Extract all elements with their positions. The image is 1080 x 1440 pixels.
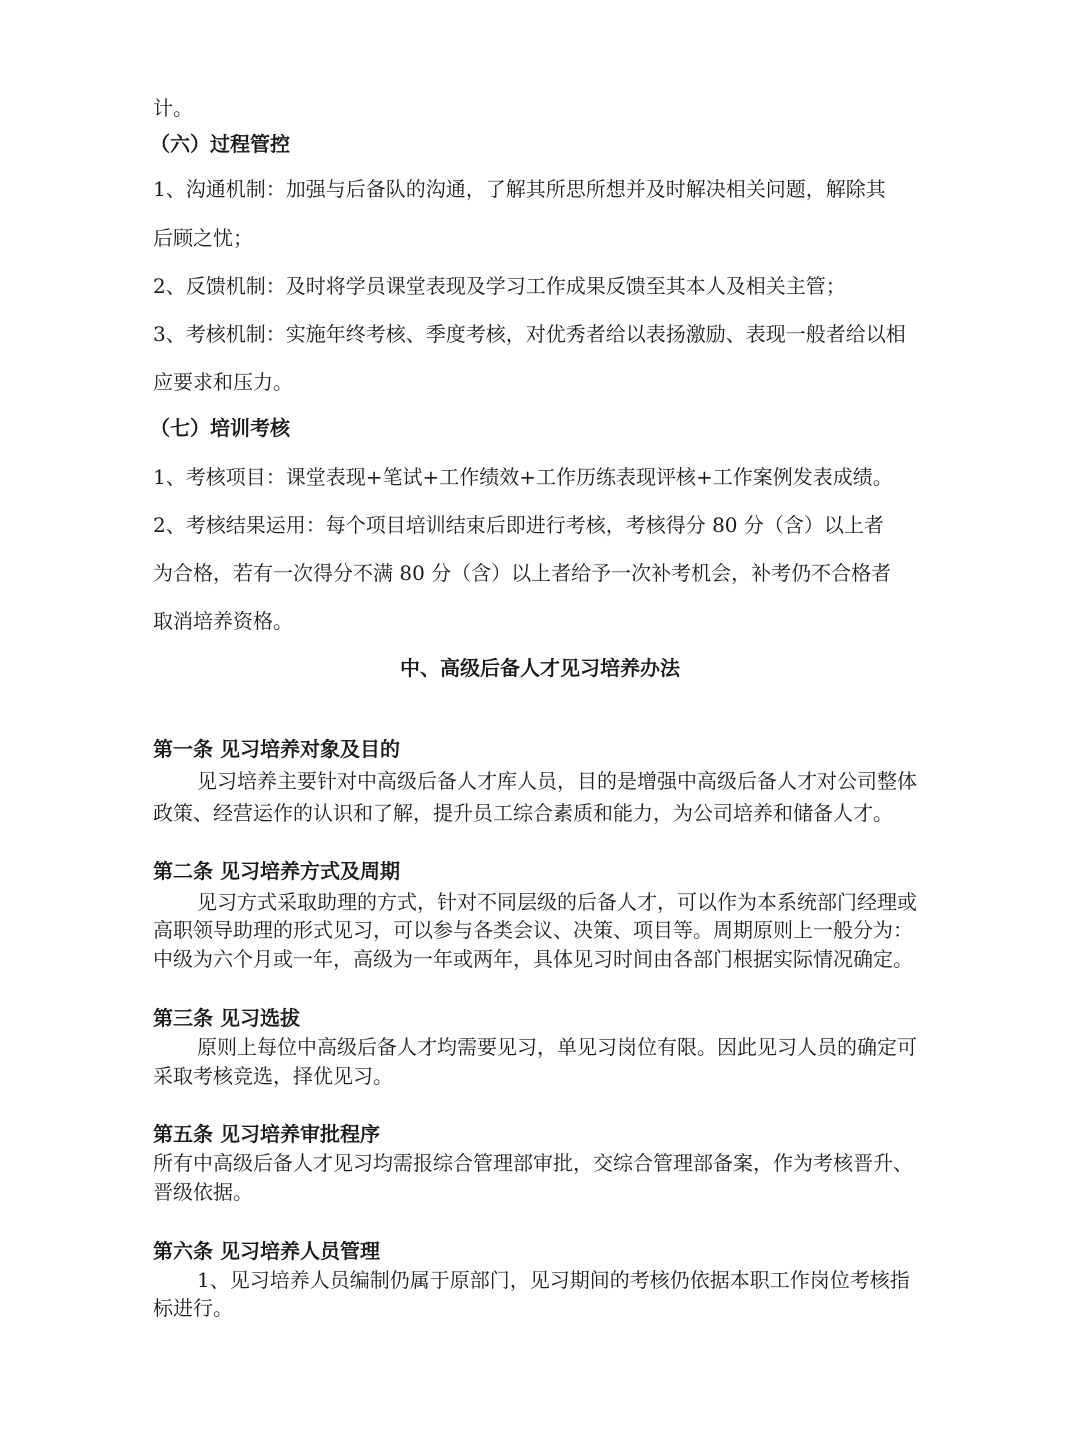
article-2-heading: 第二条 见习培养方式及周期	[153, 859, 400, 883]
article-3-heading: 第三条 见习选拔	[153, 1006, 300, 1030]
text-line: 2、考核结果运用：每个项目培训结束后即进行考核，考核得分 80 分（含）以上者	[153, 513, 884, 537]
text-line: 取消培养资格。	[153, 609, 293, 633]
text-line: 1、考核项目：课堂表现+笔试+工作绩效+工作历练表现评核+工作案例发表成绩。	[153, 465, 893, 489]
text-line: 原则上每位中高级后备人才均需要见习，单见习岗位有限。因此见习人员的确定可	[197, 1035, 917, 1059]
text-line: 2、反馈机制：及时将学员课堂表现及学习工作成果反馈至其本人及相关主管；	[153, 274, 846, 298]
text-line: 晋级依据。	[153, 1180, 253, 1204]
text-line: 应要求和压力。	[153, 370, 293, 394]
article-5-heading: 第五条 见习培养审批程序	[153, 1122, 380, 1146]
article-1-heading: 第一条 见习培养对象及目的	[153, 737, 400, 761]
section-heading-6: （六）过程管控	[150, 132, 290, 156]
text-line: 政策、经营运作的认识和了解，提升员工综合素质和能力，为公司培养和储备人才。	[153, 801, 893, 825]
text-line: 高职领导助理的形式见习，可以参与各类会议、决策、项目等。周期原则上一般分为：	[153, 918, 913, 942]
text-line: 计。	[153, 96, 193, 120]
text-line: 3、考核机制：实施年终考核、季度考核，对优秀者给以表扬激励、表现一般者给以相	[153, 322, 906, 346]
text-line: 见习培养主要针对中高级后备人才库人员，目的是增强中高级后备人才对公司整体	[197, 769, 917, 793]
text-line: 标进行。	[153, 1296, 233, 1320]
text-line: 1、沟通机制：加强与后备队的沟通，了解其所思所想并及时解决相关问题，解除其	[153, 177, 886, 201]
text-line: 所有中高级后备人才见习均需报综合管理部审批，交综合管理部备案，作为考核晋升、	[153, 1151, 913, 1175]
text-line: 中级为六个月或一年，高级为一年或两年，具体见习时间由各部门根据实际情况确定。	[153, 947, 913, 971]
text-line: 1、见习培养人员编制仍属于原部门，见习期间的考核仍依据本职工作岗位考核指	[197, 1268, 910, 1292]
section-heading-7: （七）培训考核	[150, 416, 290, 440]
article-6-heading: 第六条 见习培养人员管理	[153, 1239, 380, 1263]
text-line: 见习方式采取助理的方式，针对不同层级的后备人才，可以作为本系统部门经理或	[197, 890, 917, 914]
text-line: 后顾之忧；	[153, 226, 253, 250]
text-line: 采取考核竞选，择优见习。	[153, 1064, 393, 1088]
document-title: 中、高级后备人才见习培养办法	[400, 656, 680, 680]
text-line: 为合格，若有一次得分不满 80 分（含）以上者给予一次补考机会，补考仍不合格者	[153, 561, 892, 585]
